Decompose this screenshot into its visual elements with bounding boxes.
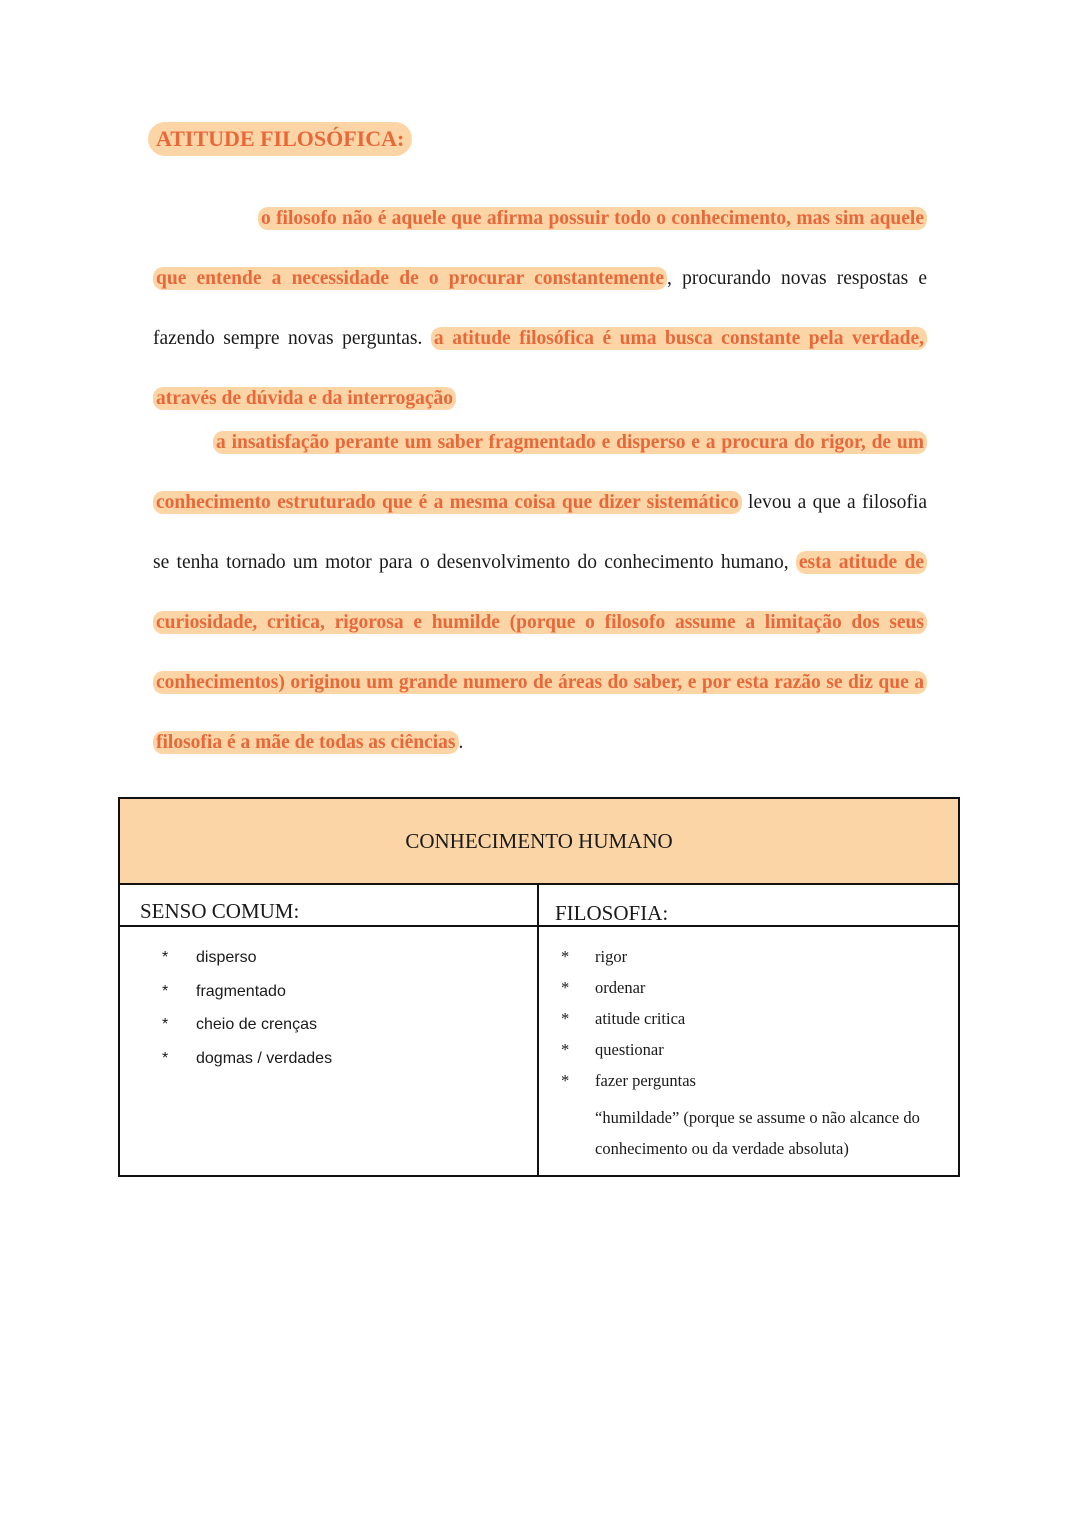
bullet-icon: *: [162, 1016, 169, 1033]
list-item: [561, 1040, 958, 1071]
list-item-text: ordenar: [595, 978, 646, 997]
table-body: [120, 885, 958, 1177]
humildade-note: “humildade” (porque se assume o não alcance do conhecimento ou da verdade absoluta): [595, 1108, 920, 1158]
bullet-icon: *: [561, 1009, 570, 1028]
list-item: [561, 1009, 958, 1040]
paragraph-atitude: [153, 189, 927, 429]
list-item: [162, 983, 537, 1017]
filosofia-column: [539, 885, 958, 1177]
list-item: [561, 947, 958, 978]
knowledge-table: [118, 797, 960, 1177]
bullet-icon: *: [561, 1040, 570, 1059]
senso-comum-list: [120, 949, 537, 1083]
highlight-text: a insatisfação perante um saber fragmentado e disperso e a procura do rigor, de um conhecimento estruturado que é a mesma coisa que dizer sistemático: [153, 431, 927, 514]
page-title: ATITUDE FILOSÓFICA:: [148, 122, 412, 156]
list-item: [561, 978, 958, 1009]
bullet-icon: *: [162, 982, 169, 1000]
list-item-text: fazer perguntas: [595, 1071, 696, 1090]
table-header: CONHECIMENTO HUMANO: [120, 799, 958, 885]
list-item-text: cheio de crenças: [196, 1016, 317, 1033]
list-item: [162, 1016, 537, 1050]
list-item-text: dogmas / verdades: [196, 1049, 333, 1067]
bullet-icon: *: [561, 947, 570, 966]
plain-text: levou a que a filosofia se tenha tornado um motor para o desenvolvimento do conhecimento humano,: [153, 492, 927, 573]
highlight-text: a atitude filosófica é uma busca constante pela verdade, através de dúvida e da interrogação: [153, 327, 927, 410]
filosofia-heading: FILOSOFIA:: [539, 885, 958, 927]
highlight-text: o filosofo não é aquele que afirma possuir todo o conhecimento, mas sim aquele que entende a necessidade de o procurar constantemente: [153, 207, 927, 290]
bullet-icon: *: [162, 1049, 169, 1067]
filosofia-list: [539, 947, 958, 1102]
paragraph-conhecimento: [153, 413, 927, 773]
plain-text: , procurando novas respostas e fazendo sempre novas perguntas.: [153, 268, 927, 349]
list-item-text: fragmentado: [196, 982, 286, 1000]
senso-comum-column: [120, 885, 539, 1177]
list-item-text: rigor: [595, 947, 628, 966]
bullet-icon: *: [561, 1071, 570, 1090]
list-item: [561, 1071, 958, 1102]
bullet-icon: *: [561, 978, 570, 997]
list-item: [162, 949, 537, 983]
list-item-text: questionar: [595, 1040, 664, 1059]
list-item-text: atitude critica: [595, 1009, 686, 1028]
bullet-icon: *: [162, 949, 169, 966]
plain-text: .: [458, 732, 464, 753]
senso-comum-heading: SENSO COMUM:: [120, 885, 537, 927]
highlight-text: esta atitude de curiosidade, critica, rigorosa e humilde (porque o filosofo assume a limitação dos seus conhecimentos) originou um grande numero de áreas do saber, e por esta razão se diz que a filosofia é a mãe de todas as ciências: [153, 551, 927, 754]
list-item: [162, 1050, 537, 1084]
list-item-text: disperso: [196, 949, 257, 966]
